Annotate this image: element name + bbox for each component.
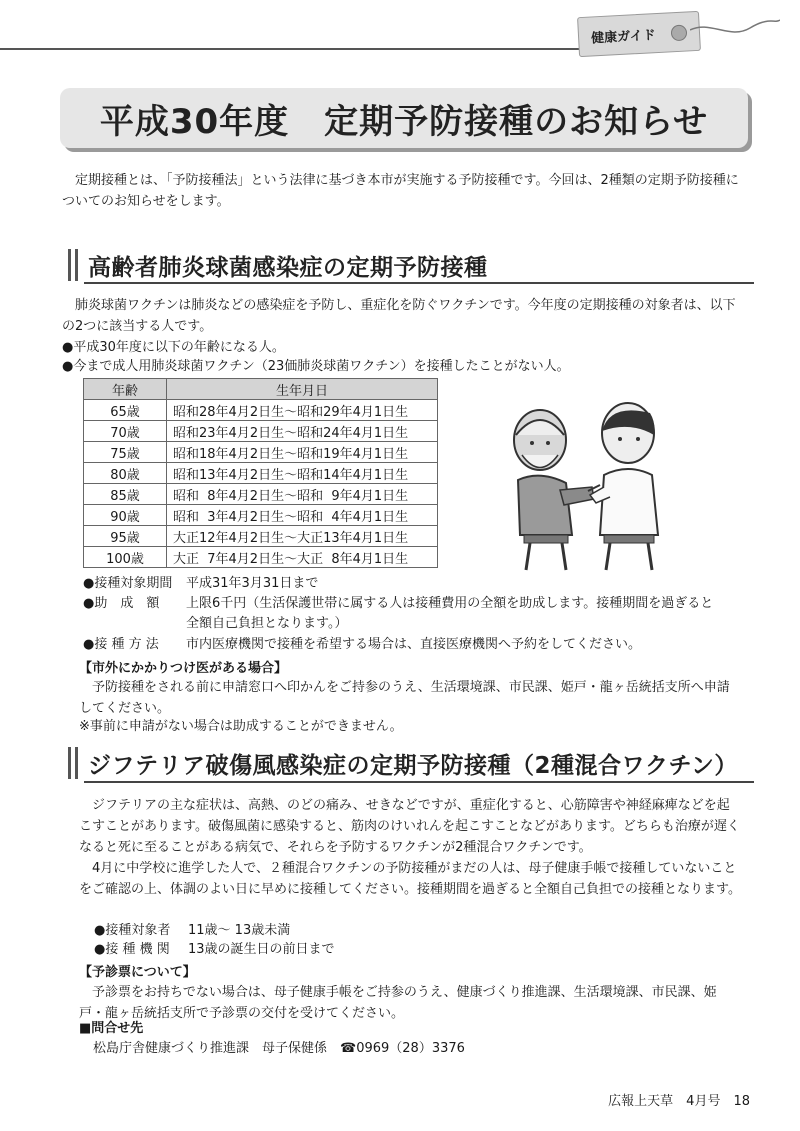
tag-label: 健康ガイド [590, 27, 657, 46]
section2-underline [84, 781, 754, 783]
age-cell: 95歳 [84, 526, 167, 547]
period-value: 平成31年3月31日まで [186, 576, 319, 591]
target-label: ●接種対象者 [94, 923, 171, 938]
tag-hole-icon [671, 24, 688, 41]
period-row [83, 574, 318, 594]
heading-bars-icon [68, 249, 78, 281]
criteria-2: ●今まで成人用肺炎球菌ワクチン（23価肺炎球菌ワクチン）を接種したことがない人。 [62, 359, 570, 374]
outside-text: 予防接種をされる前に申請窓口へ印かんをご持参のうえ、生活環境課、市民課、姫戸・龍ヶ岳統括支所へ申請してください。 [79, 680, 730, 716]
age-cell: 100歳 [84, 547, 167, 568]
table-row [84, 526, 438, 547]
section1-title: 高齢者肺炎球菌感染症の定期予防接種 [88, 254, 488, 281]
institution-value: 13歳の誕生日の前日まで [188, 942, 335, 957]
header-rule [0, 48, 580, 50]
subsidy-label: ●助 成 額 [83, 596, 160, 611]
age-cell: 80歳 [84, 463, 167, 484]
age-table [83, 378, 438, 568]
health-guide-tag [577, 11, 701, 57]
section1-underline [84, 282, 754, 284]
contact-text: 松島庁舎健康づくり推進課 母子保健係 ☎0969（28）3376 [93, 1041, 465, 1056]
institution-row [94, 940, 335, 960]
dob-cell: 昭和 8年4月2日生～昭和 9年4月1日生 [167, 484, 438, 505]
section1-desc: 肺炎球菌ワクチンは肺炎などの感染症を予防し、重症化を防ぐワクチンです。今年度の定期接種の対象者は、以下の2つに該当する人です。 [62, 298, 736, 334]
method-label: ●接 種 方 法 [83, 637, 159, 652]
subsidy-row-2 [186, 614, 347, 634]
section2-desc1: ジフテリアの主な症状は、高熱、のどの痛み、せきなどですが、重症化すると、心筋障害や神経麻痺などを起こすことがあります。破傷風菌に感染すると、筋肉のけいれんを起こすことなどがあります。どちらも治療が遅くなると死に至ることがある病気で、それらを予防するワクチンが2種混合ワクチンです。 [79, 798, 740, 855]
heading-bars-icon [68, 747, 78, 779]
dob-cell: 昭和13年4月2日生～昭和14年4月1日生 [167, 463, 438, 484]
table-header-row [84, 379, 438, 400]
contact-heading: ■問合せ先 [79, 1021, 144, 1036]
header-dob: 生年月日 [167, 379, 438, 400]
age-cell: 65歳 [84, 400, 167, 421]
tag-string-icon [690, 16, 780, 46]
subsidy-value-2: 全額自己負担となります。） [186, 616, 348, 631]
intro-paragraph: 定期接種とは、「予防接種法」という法律に基づき本市が実施する予防接種です。今回は、2種類の定期予防接種についてのお知らせをします。 [62, 173, 739, 209]
table-row [84, 484, 438, 505]
section1-heading [68, 246, 488, 284]
outside-heading: 【市外にかかりつけ医がある場合】 [79, 661, 288, 676]
target-value: 11歳～ 13歳未満 [188, 923, 291, 938]
target-row [94, 921, 290, 941]
subsidy-value: 上限6千円（生活保護世帯に属する人は接種費用の全額を助成します。接種期間を過ぎると [186, 596, 714, 611]
section2-heading [68, 744, 738, 782]
method-row [83, 635, 641, 655]
ticket-heading: 【予診票について】 [79, 965, 196, 980]
subsidy-row [83, 594, 713, 614]
age-cell: 90歳 [84, 505, 167, 526]
page-title: 平成30年度 定期予防接種のお知らせ [60, 88, 748, 148]
table-row [84, 505, 438, 526]
dob-cell: 昭和23年4月2日生～昭和24年4月1日生 [167, 421, 438, 442]
page-footer: 広報上天草 4月号 18 [608, 1094, 750, 1109]
outside-note: ※事前に申請がない場合は助成することができません。 [79, 719, 403, 734]
table-row [84, 547, 438, 568]
dob-cell: 昭和28年4月2日生～昭和29年4月1日生 [167, 400, 438, 421]
vaccination-illustration-icon [500, 395, 680, 575]
period-label: ●接種対象期間 [83, 576, 173, 591]
dob-cell: 昭和 3年4月2日生～昭和 4年4月1日生 [167, 505, 438, 526]
table-row [84, 442, 438, 463]
table-row [84, 400, 438, 421]
method-value: 市内医療機関で接種を希望する場合は、直接医療機関へ予約をしてください。 [186, 637, 642, 652]
table-row [84, 421, 438, 442]
table-row [84, 463, 438, 484]
dob-cell: 昭和18年4月2日生～昭和19年4月1日生 [167, 442, 438, 463]
section2-desc2: 4月に中学校に進学した人で、２種混合ワクチンの予防接種がまだの人は、母子健康手帳で接種していないことをご確認の上、体調のよい日に早めに接種してください。接種期間を過ぎると全額自己負担での接種となります。 [79, 861, 741, 897]
dob-cell: 大正12年4月2日生～大正13年4月1日生 [167, 526, 438, 547]
ticket-text: 予診票をお持ちでない場合は、母子健康手帳をご持参のうえ、健康づくり推進課、生活環境課、市民課、姫戸・龍ヶ岳統括支所で予診票の交付を受けてください。 [79, 985, 717, 1021]
criteria-1: ●平成30年度に以下の年齢になる人。 [62, 340, 285, 355]
age-cell: 75歳 [84, 442, 167, 463]
header-age: 年齢 [84, 379, 167, 400]
age-cell: 85歳 [84, 484, 167, 505]
dob-cell: 大正 7年4月2日生～大正 8年4月1日生 [167, 547, 438, 568]
age-cell: 70歳 [84, 421, 167, 442]
institution-label: ●接 種 機 関 [94, 942, 170, 957]
section2-title: ジフテリア破傷風感染症の定期予防接種（2種混合ワクチン） [88, 752, 738, 779]
